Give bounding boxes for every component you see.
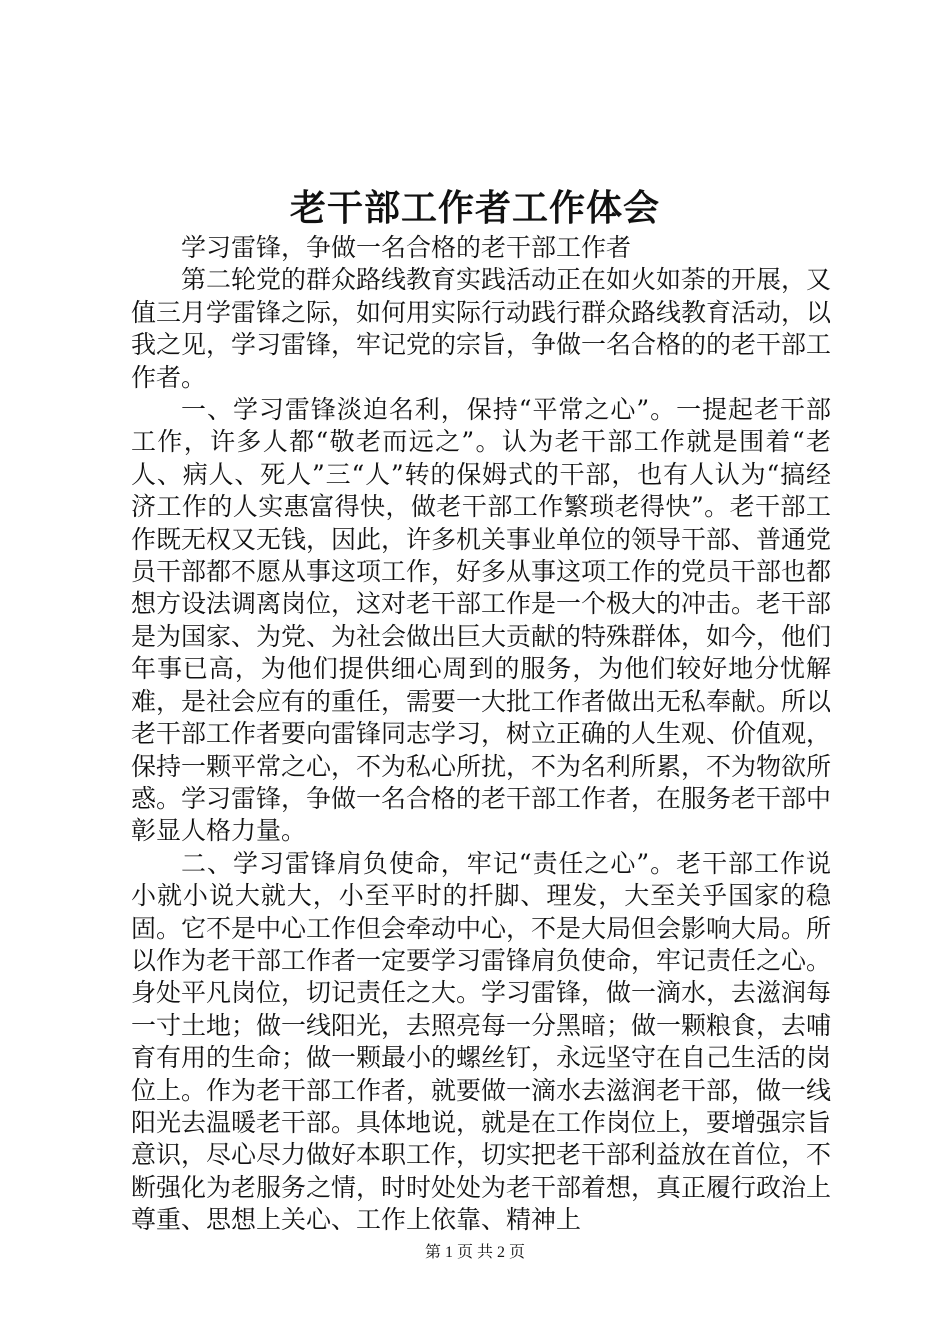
section-one-paragraph: 一、学习雷锋淡迫名利，保持“平常之心”。一提起老干部工作，许多人都“敬老而远之”。认为老干部工作就是围着“老人、病人、死人”三“人”转的保姆式的干部，也有人认为“搞经济工作的人实惠富得快，做老干部工作繁琐老得快”。老干部工作既无权又无钱，因此，许多机关事业单位的领导干部、普通党员干部都不愿从事这项工作，好多从事这项工作的党员干部也都想方设法调离岗位，这对老干部工作是一个极大的冲击。老干部是为国家、为党、为社会做出巨大贡献的特殊群体，如今，他们年事已高，为他们提供细心周到的服务，为他们较好地分忧解难，是社会应有的重任，需要一大批工作者做出无私奉献。所以老干部工作者要向雷锋同志学习，树立正确的人生观、价值观，保持一颗平常之心，不为私心所扰，不为名利所累，不为物欲所惑。学习雷锋，争做一名合格的老干部工作者，在服务老干部中彰显人格力量。 [131,395,832,846]
page-footer: 第 1 页 共 2 页 [424,1244,525,1261]
subtitle-paragraph: 学习雷锋，争做一名合格的老干部工作者 [181,233,632,262]
intro-paragraph: 第二轮党的群众路线教育实践活动正在如火如荼的开展，又值三月学雷锋之际，如何用实际行动践行群众路线教育活动，以我之见，学习雷锋，牢记党的宗旨，争做一名合格的的老干部工作者。 [131,265,832,392]
section-two-paragraph: 二、学习雷锋肩负使命，牢记“责任之心”。老干部工作说小就小说大就大，小至平时的扦脚、理发，大至关乎国家的稳固。它不是中心工作但会牵动中心，不是大局但会影响大局。所以作为老干部工作者一定要学习雷锋肩负使命，牢记责任之心。身处平凡岗位，切记责任之大。学习雷锋，做一滴水，去滋润每一寸土地；做一线阳光，去照亮每一分黑暗；做一颗粮食，去哺育有用的生命；做一颗最小的螺丝钉，永远坚守在自己生活的岗位上。作为老干部工作者，就要做一滴水去滋润老干部，做一线阳光去温暖老干部。具体地说，就是在工作岗位上，要增强宗旨意识，尽心尽力做好本职工作，切实把老干部利益放在首位，不断强化为老服务之情，时时处处为老干部着想，真正履行政治上尊重、思想上关心、工作上依靠、精神上 [131,848,832,1235]
document-title: 老干部工作者工作体会 [289,187,660,229]
document-body [131,232,831,1237]
